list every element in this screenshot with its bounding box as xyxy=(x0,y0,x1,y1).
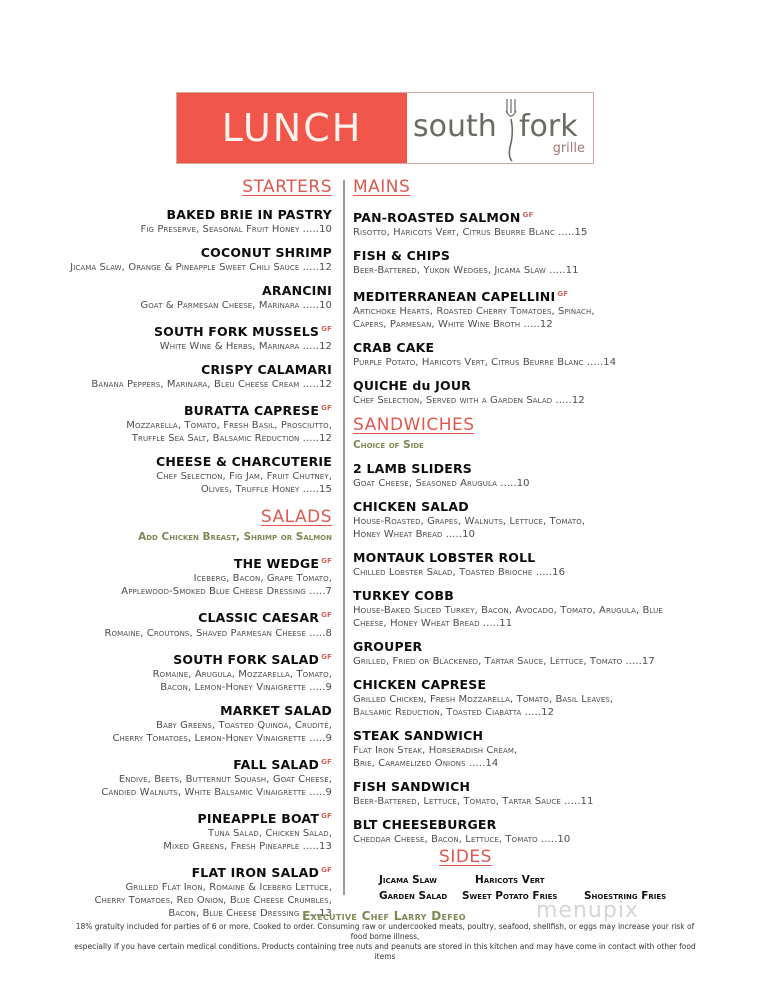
item-name-text: FISH SANDWICH xyxy=(353,779,471,795)
menu-item xyxy=(0,808,332,853)
menu-banner xyxy=(176,92,594,164)
menu-item-description: Purple Potato, Haricots Vert, Citrus Beurre Blanc .....14 xyxy=(353,357,617,369)
menu-item xyxy=(353,207,713,239)
menu-item xyxy=(353,340,713,369)
item-name-text: CRAB CAKE xyxy=(353,340,435,356)
menu-item-description: Brie, Caramelized Onions .....14 xyxy=(353,758,499,770)
item-name-text: PAN-ROASTED SALMON xyxy=(353,210,521,226)
right-column xyxy=(353,176,713,846)
menu-item-name xyxy=(0,862,332,881)
menu-item-description: Capers, Parmesan, White Wine Broth .....12 xyxy=(353,319,553,331)
item-name-text: COCONUT SHRIMP xyxy=(200,245,332,260)
menu-item-name xyxy=(0,362,332,378)
menu-item xyxy=(353,499,713,541)
watermark: menupix xyxy=(536,898,639,923)
mains-section xyxy=(353,176,713,407)
menu-item-name xyxy=(353,639,713,655)
item-name-text: CHICKEN SALAD xyxy=(353,499,469,515)
menu-item-name xyxy=(353,461,713,477)
menu-item-description: Bacon, Blue Cheese Dressing .....13 xyxy=(168,908,332,920)
menu-item-name xyxy=(0,607,332,626)
section-title-sandwiches: SANDWICHES xyxy=(353,415,475,436)
gluten-free-badge: GF xyxy=(321,757,332,766)
item-name-text: PINEAPPLE BOAT xyxy=(197,811,320,827)
menu-item-description: Grilled Chicken, Fresh Mozzarella, Tomato, Basil Leaves, xyxy=(353,694,614,706)
menu-item-description: Olives, Truffle Honey .....15 xyxy=(200,484,332,496)
column-divider xyxy=(343,180,345,895)
menu-item-description: Beer-Battered, Yukon Wedges, Jicama Slaw .....11 xyxy=(353,265,579,277)
menu-item xyxy=(353,677,713,719)
menu-item xyxy=(353,728,713,770)
menu-item xyxy=(0,454,332,496)
menu-item xyxy=(353,248,713,277)
logo-text-south: south xyxy=(413,109,497,144)
section-title-salads: SALADS xyxy=(260,507,332,528)
menu-title: LUNCH xyxy=(221,106,363,150)
item-name-text: GROUPER xyxy=(353,639,423,655)
gluten-free-badge: GF xyxy=(321,652,332,661)
salads-section xyxy=(0,506,332,920)
menu-item xyxy=(0,553,332,598)
gluten-free-badge: GF xyxy=(321,404,332,413)
menu-item-name xyxy=(353,588,713,604)
menu-item-description: Grilled, Fried or Blackened, Tartar Sauce, Lettuce, Tomato .....17 xyxy=(353,656,655,668)
side-item: Garden Salad xyxy=(379,890,448,902)
menu-item-description: Jicama Slaw, Orange & Pineapple Sweet Chili Sauce .....12 xyxy=(70,262,332,273)
menu-item-description: Cherry Tomatoes, Lemon-Honey Vinaigrette .....9 xyxy=(112,732,332,744)
starters-section xyxy=(0,176,332,496)
menu-item xyxy=(353,779,713,808)
gluten-free-badge: GF xyxy=(522,211,534,219)
menu-item xyxy=(0,321,332,353)
item-name-text: QUICHE du JOUR xyxy=(353,378,472,394)
item-name-text: 2 LAMB SLIDERS xyxy=(353,461,472,477)
menu-item-description: Cheddar Cheese, Bacon, Lettuce, Tomato .....10 xyxy=(353,834,571,846)
menu-item xyxy=(0,703,332,745)
menu-item-description: Cherry Tomatoes, Red Onion, Blue Cheese Crumbles, xyxy=(94,895,332,907)
menu-item-description: Banana Peppers, Marinara, Bleu Cheese Cream .....12 xyxy=(91,379,332,391)
item-name-text: CHICKEN CAPRESE xyxy=(353,677,487,693)
menu-item-name xyxy=(353,378,713,394)
left-column xyxy=(0,176,332,920)
menu-item-description: House-Roasted, Grapes, Walnuts, Lettuce, Tomato, xyxy=(353,516,586,528)
menu-item-description: Goat Cheese, Seasoned Arugula .....10 xyxy=(353,478,530,490)
menu-item-name xyxy=(0,400,332,419)
menu-item-name xyxy=(353,207,713,226)
item-name-text: BURATTA CAPRESE xyxy=(183,403,320,419)
menu-item-name xyxy=(0,649,332,668)
menu-item-description: Chef Selection, Served with a Garden Salad .....12 xyxy=(353,395,585,407)
logo-text-fork: fork xyxy=(519,109,578,144)
item-name-text: TURKEY COBB xyxy=(353,588,454,604)
menu-item-description: Applewood-Smoked Blue Cheese Dressing .....7 xyxy=(121,586,332,598)
menu-item-name xyxy=(353,728,713,744)
sides-section xyxy=(353,846,713,902)
menu-item-description: Cheese, Honey Wheat Bread .....11 xyxy=(353,618,513,630)
side-item: Sweet Potato Fries xyxy=(462,890,558,902)
menu-item-name xyxy=(353,248,713,264)
menu-item xyxy=(353,461,713,490)
menu-item-description: Truffle Sea Salt, Balsamic Reduction .....12 xyxy=(131,433,332,445)
menu-item-name xyxy=(0,703,332,719)
menu-item-description: Grilled Flat Iron, Romaine & Iceberg Lettuce, xyxy=(125,882,332,894)
menu-item-description: Chilled Lobster Salad, Toasted Brioche .....16 xyxy=(353,567,566,579)
menu-item-description: Iceberg, Bacon, Grape Tomato, xyxy=(193,573,332,585)
menu-item-name xyxy=(353,817,713,833)
menu-item-list xyxy=(353,207,713,407)
gluten-free-badge: GF xyxy=(321,557,332,566)
item-name-text: BLT CHEESEBURGER xyxy=(353,817,497,833)
item-name-text: MARKET SALAD xyxy=(220,702,332,718)
menu-item-description: House-Baked Sliced Turkey, Bacon, Avocado, Tomato, Arugula, Blue xyxy=(353,605,663,617)
item-name-text: FALL SALAD xyxy=(233,756,320,772)
menu-item xyxy=(0,207,332,236)
menu-item-list xyxy=(353,461,713,846)
menu-item-description: Risotto, Haricots Vert, Citrus Beurre Blanc .....15 xyxy=(353,227,588,239)
sandwiches-section xyxy=(353,414,713,846)
disclaimer-line: 18% gratuity included for parties of 6 or more. Cooked to order. Consuming raw or undercooked meats, poultry, seafood, shellfish, or eggs may increase your risk of food borne illness, xyxy=(75,922,695,941)
item-name-text: MEDITERRANEAN CAPELLINI xyxy=(353,289,556,305)
menu-item-description: Romaine, Arugula, Mozzarella, Tomato, xyxy=(152,668,332,680)
menu-item xyxy=(353,286,713,331)
menu-item xyxy=(0,607,332,639)
menu-item-description: Bacon, Lemon-Honey Vinaigrette .....9 xyxy=(160,681,332,693)
salads-addon-note: Add Chicken Breast, Shrimp or Salmon xyxy=(138,531,332,544)
item-name-text: ARANCINI xyxy=(262,283,332,298)
menu-item-list xyxy=(0,207,332,496)
menu-item-description: Chef Selection, Fig Jam, Fruit Chutney, xyxy=(156,471,332,483)
lunch-title-block xyxy=(177,93,407,163)
menu-item xyxy=(0,283,332,312)
item-name-text: SOUTH FORK SALAD xyxy=(173,651,320,667)
menu-item-description: Balsamic Reduction, Toasted Ciabatta .....12 xyxy=(353,707,555,719)
section-title-sides: SIDES xyxy=(439,847,492,867)
menu-item-name xyxy=(353,779,713,795)
item-name-text: CHEESE & CHARCUTERIE xyxy=(156,454,332,470)
menu-item-description: Goat & Parmesan Cheese, Marinara .....10 xyxy=(140,300,332,311)
menu-item xyxy=(0,362,332,391)
gluten-free-badge: GF xyxy=(321,611,332,620)
item-name-text: FISH & CHIPS xyxy=(353,248,451,264)
gluten-free-badge: GF xyxy=(321,325,332,333)
menu-item xyxy=(0,649,332,694)
item-name-text: STEAK SANDWICH xyxy=(353,728,484,744)
menu-item-name xyxy=(0,245,332,261)
item-name-text: SOUTH FORK MUSSELS xyxy=(153,324,320,340)
item-name-text: MONTAUK LOBSTER ROLL xyxy=(353,550,536,566)
disclaimer-line: especially if you have certain medical conditions. Products containing tree nuts and peanuts are stored in this kitchen and may have come in contact with other food items xyxy=(74,942,696,961)
item-name-text: CLASSIC CAESAR xyxy=(198,610,320,626)
menu-item xyxy=(353,378,713,407)
menu-item-name xyxy=(0,553,332,572)
menu-item xyxy=(0,754,332,799)
menu-item-name xyxy=(0,283,332,299)
menu-item-description: Artichoke Hearts, Roasted Cherry Tomatoes, Spinach, xyxy=(353,306,595,318)
menu-item-list xyxy=(0,553,332,920)
menu-item-name xyxy=(353,286,713,305)
menu-item-description: Beer-Battered, Lettuce, Tomato, Tartar Sauce .....11 xyxy=(353,796,594,808)
menu-item-name xyxy=(0,754,332,773)
menu-item-name xyxy=(0,321,332,340)
menu-item xyxy=(353,550,713,579)
item-name-text: THE WEDGE xyxy=(233,556,320,572)
menu-item-name xyxy=(0,454,332,470)
item-name-text: FLAT IRON SALAD xyxy=(191,865,320,881)
menu-item-name xyxy=(0,207,332,223)
restaurant-logo xyxy=(407,93,593,163)
menu-item-name xyxy=(353,340,713,356)
section-title-starters: STARTERS xyxy=(242,177,332,197)
executive-chef: Executive Chef Larry Defeo xyxy=(302,909,466,923)
menu-item-description: Mixed Greens, Fresh Pineapple .....13 xyxy=(163,841,332,853)
menu-item-name xyxy=(353,677,713,693)
gluten-free-badge: GF xyxy=(321,811,332,820)
menu-item xyxy=(0,245,332,274)
menu-item-name xyxy=(353,550,713,566)
gluten-free-badge: GF xyxy=(557,290,569,299)
menu-item xyxy=(353,817,713,846)
item-name-text: BAKED BRIE IN PASTRY xyxy=(166,207,332,222)
menu-item-description: Flat Iron Steak, Horseradish Cream, xyxy=(353,745,518,757)
fork-icon xyxy=(503,97,519,163)
menu-item xyxy=(353,639,713,668)
side-item: Jicama Slaw xyxy=(379,874,437,886)
sandwiches-side-note: Choice of Side xyxy=(353,439,424,452)
menu-item-description: Baby Greens, Toasted Quinoa, Crudité, xyxy=(156,719,332,731)
menu-item-description: Honey Wheat Bread .....10 xyxy=(353,529,476,541)
menu-item-description: White Wine & Herbs, Marinara .....12 xyxy=(159,341,332,353)
menu-item xyxy=(353,588,713,630)
section-title-mains: MAINS xyxy=(353,177,411,197)
menu-item-description: Romaine, Croutons, Shaved Parmesan Cheese .....8 xyxy=(104,627,332,639)
menu-item-description: Fig Preserve, Seasonal Fruit Honey .....10 xyxy=(140,224,332,235)
menu-item-description: Tuna Salad, Chicken Salad, xyxy=(208,828,332,840)
side-item: Shoestring Fries xyxy=(584,890,667,902)
menu-item-description: Candied Walnuts, White Balsamic Vinaigrette .....9 xyxy=(101,786,332,798)
gluten-free-badge: GF xyxy=(321,866,332,875)
menu-item-name xyxy=(353,499,713,515)
menu-item-description: Endive, Beets, Butternut Squash, Goat Cheese, xyxy=(118,773,332,785)
logo-text-grille: grille xyxy=(552,141,585,156)
menu-item xyxy=(0,400,332,445)
menu-item-name xyxy=(0,808,332,827)
side-item: Haricots Vert xyxy=(475,874,545,886)
footer-disclaimer xyxy=(70,922,700,962)
menu-item-description: Mozzarella, Tomato, Fresh Basil, Prosciutto, xyxy=(126,420,332,432)
item-name-text: CRISPY CALAMARI xyxy=(201,362,332,378)
